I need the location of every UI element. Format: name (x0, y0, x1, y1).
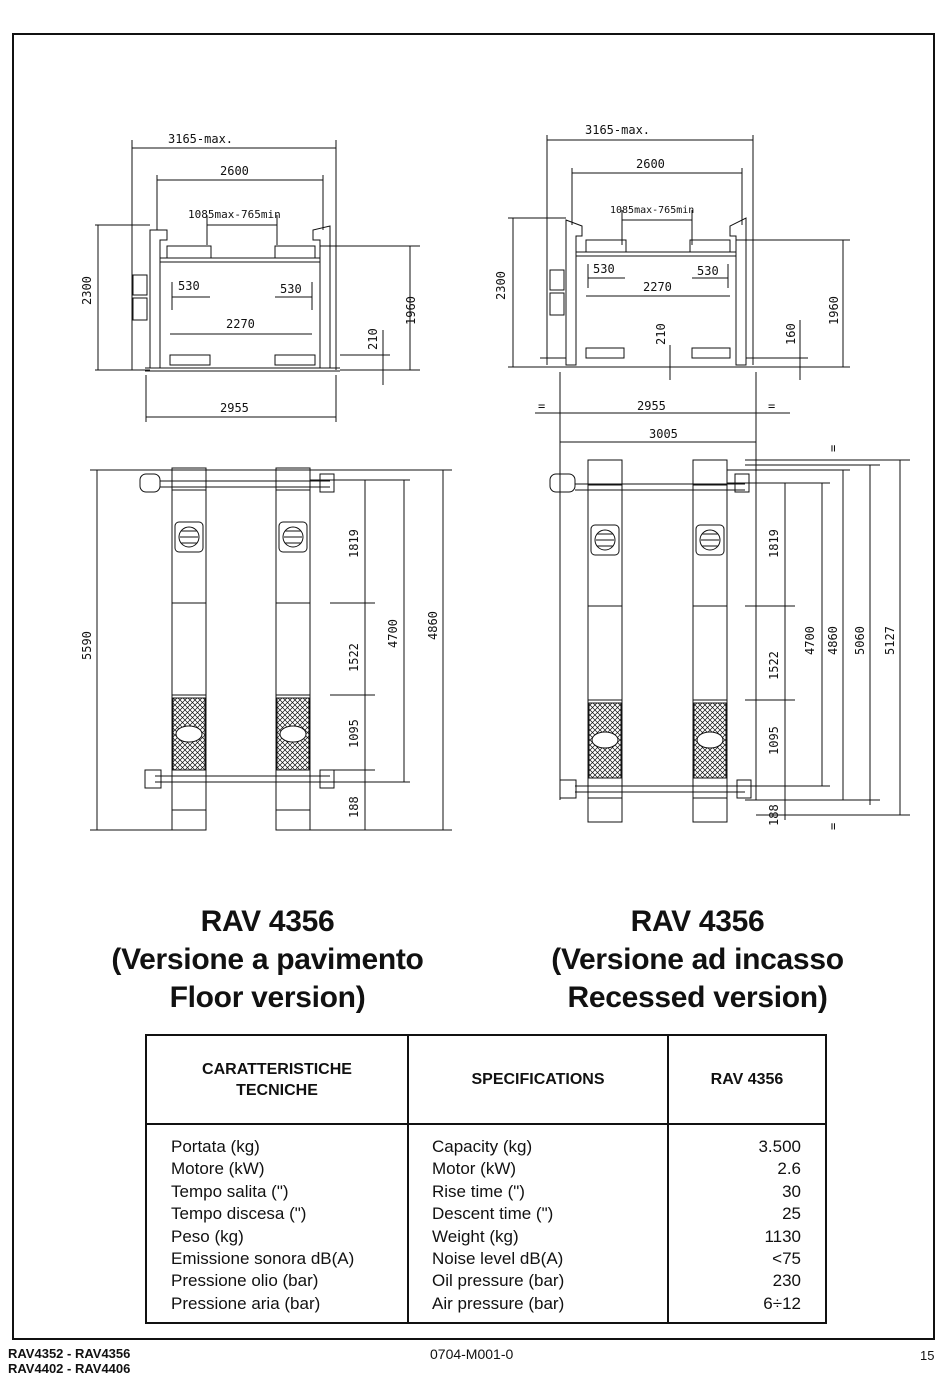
floor-dim-1085: 1085max-765min (188, 208, 281, 221)
floor-dim-188: 188 (347, 796, 361, 818)
floor-dim-210: 210 (366, 328, 380, 350)
footer-models-line1: RAV4352 - RAV4356 (8, 1346, 131, 1361)
spec-it-4: Peso (kg) (171, 1226, 244, 1246)
floor-dim-2270: 2270 (226, 317, 255, 331)
floor-dim-1819: 1819 (347, 529, 361, 558)
floor-dim-1095: 1095 (347, 719, 361, 748)
floor-plan-drawing (80, 468, 452, 830)
spec-val-7: 6÷12 (763, 1293, 801, 1313)
recessed-dim-equal-d: = (826, 822, 840, 830)
recessed-dim-5127: 5127 (883, 626, 897, 655)
recessed-dim-equal-c: = (826, 444, 840, 452)
spec-header-en: SPECIFICATIONS (471, 1071, 605, 1088)
recessed-dim-equal-b: = (768, 399, 776, 413)
floor-elevation-drawing (80, 132, 420, 422)
floor-dim-2955: 2955 (220, 401, 249, 415)
spec-val-4: 1130 (764, 1226, 801, 1246)
floor-title-model: RAV 4356 (200, 905, 335, 938)
recessed-dim-1960: 1960 (827, 296, 841, 325)
spec-it-0: Portata (kg) (171, 1137, 260, 1156)
spec-header-model: RAV 4356 (710, 1071, 784, 1088)
recessed-title-en: Recessed version) (567, 981, 828, 1014)
recessed-dim-2300: 2300 (494, 271, 508, 300)
recessed-dim-188: 188 (767, 804, 781, 826)
floor-title-it: (Versione a pavimento (111, 943, 424, 976)
spec-table (145, 1034, 827, 1324)
recessed-dim-1522: 1522 (767, 651, 781, 680)
spec-col-italian (171, 1136, 354, 1315)
spec-en-5: Noise level dB(A) (432, 1249, 564, 1269)
spec-en-1: Motor (kW) (432, 1159, 517, 1179)
spec-header-it-line2: TECNICHE (236, 1081, 318, 1099)
recessed-dim-3165: 3165-max. (585, 123, 651, 137)
floor-version-title (100, 903, 435, 1017)
spec-en-0: Capacity (kg) (432, 1137, 533, 1156)
recessed-plan-drawing (550, 445, 910, 830)
recessed-dim-530b: 530 (697, 264, 719, 278)
footer-models-line2: RAV4402 - RAV4406 (8, 1361, 131, 1376)
spec-en-4: Weight (kg) (432, 1226, 519, 1246)
spec-it-2: Tempo salita (") (171, 1181, 289, 1201)
recessed-dim-equal-a: = (538, 399, 546, 413)
spec-en-2: Rise time (") (432, 1181, 525, 1201)
spec-it-6: Pressione olio (bar) (171, 1271, 319, 1291)
spec-en-6: Oil pressure (bar) (432, 1271, 565, 1291)
floor-dim-4860: 4860 (426, 611, 440, 640)
recessed-dim-1095: 1095 (767, 726, 781, 755)
spec-val-0: 3.500 (758, 1137, 801, 1156)
recessed-title-model: RAV 4356 (630, 905, 765, 938)
spec-header-it-line1: CARATTERISTICHE (202, 1060, 352, 1078)
recessed-dim-1819: 1819 (767, 529, 781, 558)
spec-col-english (432, 1136, 564, 1315)
floor-dim-2600: 2600 (220, 164, 249, 178)
spec-col-values (687, 1136, 801, 1315)
recessed-dim-1085: 1085max-765min (610, 205, 695, 216)
floor-dim-530a: 530 (178, 279, 200, 293)
spec-it-3: Tempo discesa (") (171, 1204, 307, 1224)
spec-it-7: Pressione aria (bar) (171, 1293, 321, 1313)
recessed-dim-3005: 3005 (649, 427, 678, 441)
recessed-elevation-drawing (494, 123, 850, 450)
spec-val-3: 25 (782, 1204, 801, 1224)
recessed-dim-4860: 4860 (826, 626, 840, 655)
recessed-version-title (535, 903, 860, 1017)
recessed-title-it: (Versione ad incasso (551, 943, 844, 976)
floor-dim-1960: 1960 (404, 296, 418, 325)
recessed-dim-4700: 4700 (803, 626, 817, 655)
recessed-dim-530a: 530 (593, 262, 615, 276)
floor-dim-1522: 1522 (347, 643, 361, 672)
spec-val-2: 30 (782, 1181, 801, 1201)
spec-header-it (147, 1036, 407, 1123)
recessed-dim-2955: 2955 (637, 399, 666, 413)
page-number: 15 (920, 1348, 935, 1363)
spec-val-1: 2.6 (777, 1159, 801, 1179)
floor-dim-3165: 3165-max. (168, 132, 234, 146)
recessed-dim-5060: 5060 (853, 626, 867, 655)
footer-models (8, 1346, 130, 1376)
spec-en-3: Descent time (") (432, 1204, 554, 1224)
recessed-dim-2600: 2600 (636, 157, 665, 171)
floor-title-en: Floor version) (169, 981, 366, 1014)
floor-dim-5590: 5590 (80, 631, 94, 660)
recessed-dim-160: 160 (784, 323, 798, 345)
spec-val-5: <75 (772, 1249, 801, 1269)
spec-it-5: Emissione sonora dB(A) (171, 1249, 355, 1269)
recessed-dim-210: 210 (654, 323, 668, 345)
spec-en-7: Air pressure (bar) (432, 1293, 565, 1313)
spec-it-1: Motore (kW) (171, 1159, 265, 1179)
spec-val-6: 230 (772, 1271, 801, 1291)
floor-dim-4700: 4700 (386, 619, 400, 648)
floor-dim-530b: 530 (280, 282, 302, 296)
footer-doc-code: 0704-M001-0 (430, 1346, 514, 1362)
recessed-dim-2270: 2270 (643, 280, 672, 294)
floor-dim-2300: 2300 (80, 276, 94, 305)
